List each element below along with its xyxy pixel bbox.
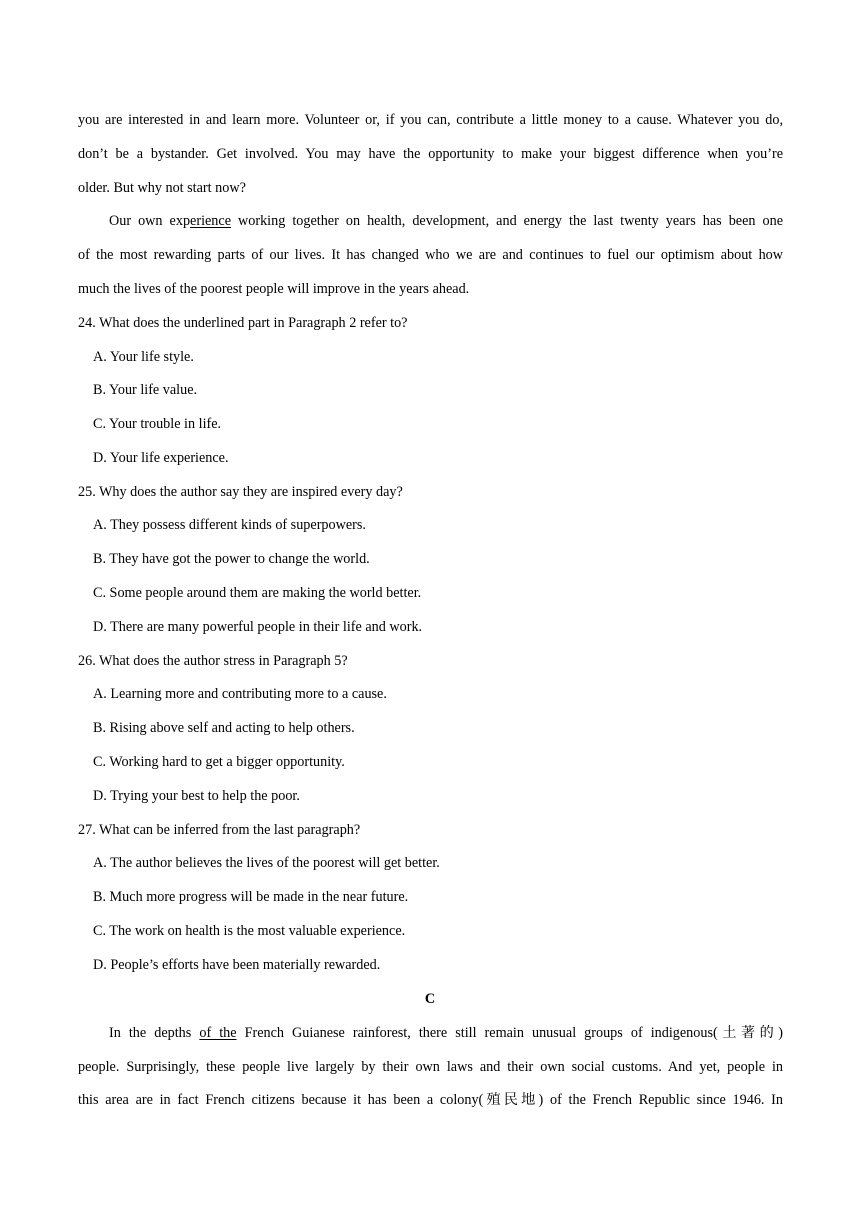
paragraph-line: In the depths of the French Guianese rainforest, there still remain unusual groups of indigenous(土著的) <box>109 1025 783 1041</box>
question-stem: 26. What does the author stress in Paragraph 5? <box>78 653 348 669</box>
answer-option: D. People’s efforts have been materially rewarded. <box>93 957 381 973</box>
answer-option: C. The work on health is the most valuable experience. <box>93 923 406 939</box>
answer-option: A. The author believes the lives of the poorest will get better. <box>93 855 440 871</box>
answer-option: D. Trying your best to help the poor. <box>93 788 300 804</box>
question-stem: 24. What does the underlined part in Paragraph 2 refer to? <box>78 315 408 331</box>
answer-option: B. They have got the power to change the world. <box>93 551 370 567</box>
answer-option: B. Rising above self and acting to help others. <box>93 720 355 736</box>
answer-option: C. Some people around them are making the world better. <box>93 585 422 601</box>
underlined-text: of the <box>199 1025 237 1041</box>
paragraph-line: much the lives of the poorest people will improve in the years ahead. <box>78 281 470 297</box>
paragraph-line: of the most rewarding parts of our lives. It has changed who we are and continues to fuel our optimism about how <box>78 247 783 263</box>
answer-option: B. Your life value. <box>93 382 198 398</box>
answer-option: B. Much more progress will be made in the near future. <box>93 889 409 905</box>
paragraph-line: don’t be a bystander. Get involved. You may have the opportunity to make your biggest difference when you’re <box>78 146 783 162</box>
underlined-text: erience <box>190 213 231 229</box>
answer-option: C. Working hard to get a bigger opportunity. <box>93 754 345 770</box>
paragraph-line: Our own experience working together on health, development, and energy the last twenty years has been one <box>109 213 783 229</box>
answer-option: A. They possess different kinds of superpowers. <box>93 517 366 533</box>
answer-option: A. Your life style. <box>93 349 194 365</box>
question-stem: 25. Why does the author say they are inspired every day? <box>78 484 403 500</box>
paragraph-line: people. Surprisingly, these people live largely by their own laws and their own social customs. And yet, people in <box>78 1059 783 1075</box>
answer-option: D. There are many powerful people in their life and work. <box>93 619 423 635</box>
answer-option: D. Your life experience. <box>93 450 229 466</box>
paragraph-line: older. But why not start now? <box>78 180 246 196</box>
answer-option: C. Your trouble in life. <box>93 416 222 432</box>
question-stem: 27. What can be inferred from the last paragraph? <box>78 822 361 838</box>
paragraph-line: this area are in fact French citizens because it has been a colony(殖民地) of the French Republic since 1946. In <box>78 1092 783 1108</box>
paragraph-line: you are interested in and learn more. Volunteer or, if you can, contribute a little money to a cause. Whatever you do, <box>78 112 783 128</box>
section-heading: C <box>424 991 436 1007</box>
answer-option: A. Learning more and contributing more to a cause. <box>93 686 387 702</box>
